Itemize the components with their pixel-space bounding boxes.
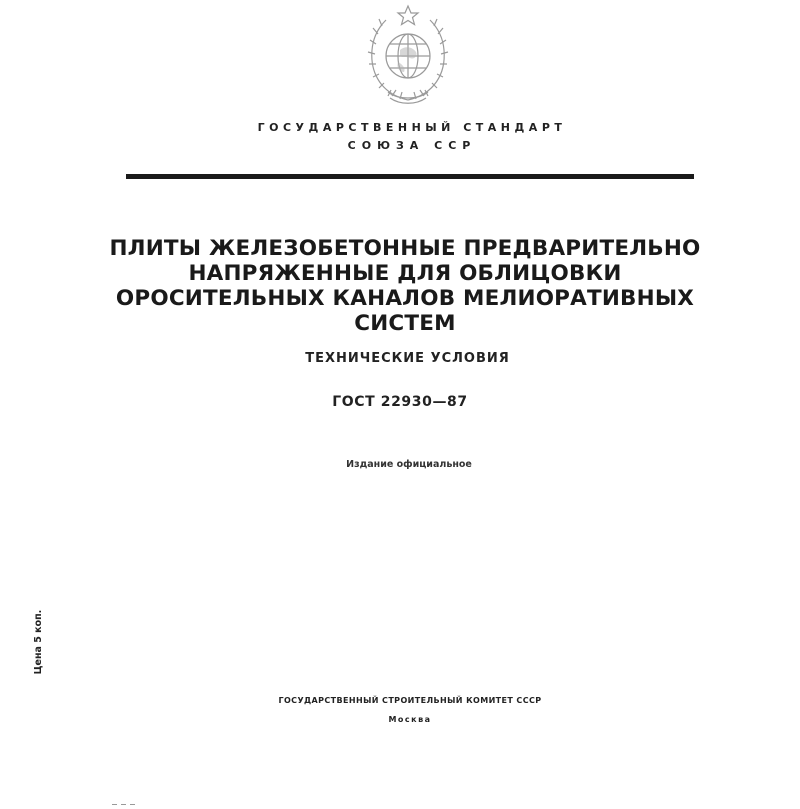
publisher-city: Москва [388,715,432,724]
ussr-emblem-icon [360,4,456,108]
header-line-2: СОЮЗА ССР [347,139,477,152]
document-title [100,236,710,336]
title-line-2: НАПРЯЖЕННЫЕ ДЛЯ ОБЛИЦОВКИ [188,261,622,286]
title-line-4: СИСТЕМ [354,311,456,336]
document-subtitle: ТЕХНИЧЕСКИЕ УСЛОВИЯ [305,351,510,366]
standard-number: ГОСТ 22930—87 [332,394,468,410]
edition-note: Издание официальное [346,459,472,470]
price-label: Цена 5 коп. [33,609,44,675]
title-line-1: ПЛИТЫ ЖЕЛЕЗОБЕТОННЫЕ ПРЕДВАРИТЕЛЬНО [109,236,701,261]
title-line-3: ОРОСИТЕЛЬНЫХ КАНАЛОВ МЕЛИОРАТИВНЫХ [115,286,695,311]
header-line-1: ГОСУДАРСТВЕННЫЙ СТАНДАРТ [257,121,567,134]
divider-rule [126,174,694,179]
publisher-name: ГОСУДАРСТВЕННЫЙ СТРОИТЕЛЬНЫЙ КОМИТЕТ СССР [278,696,542,705]
